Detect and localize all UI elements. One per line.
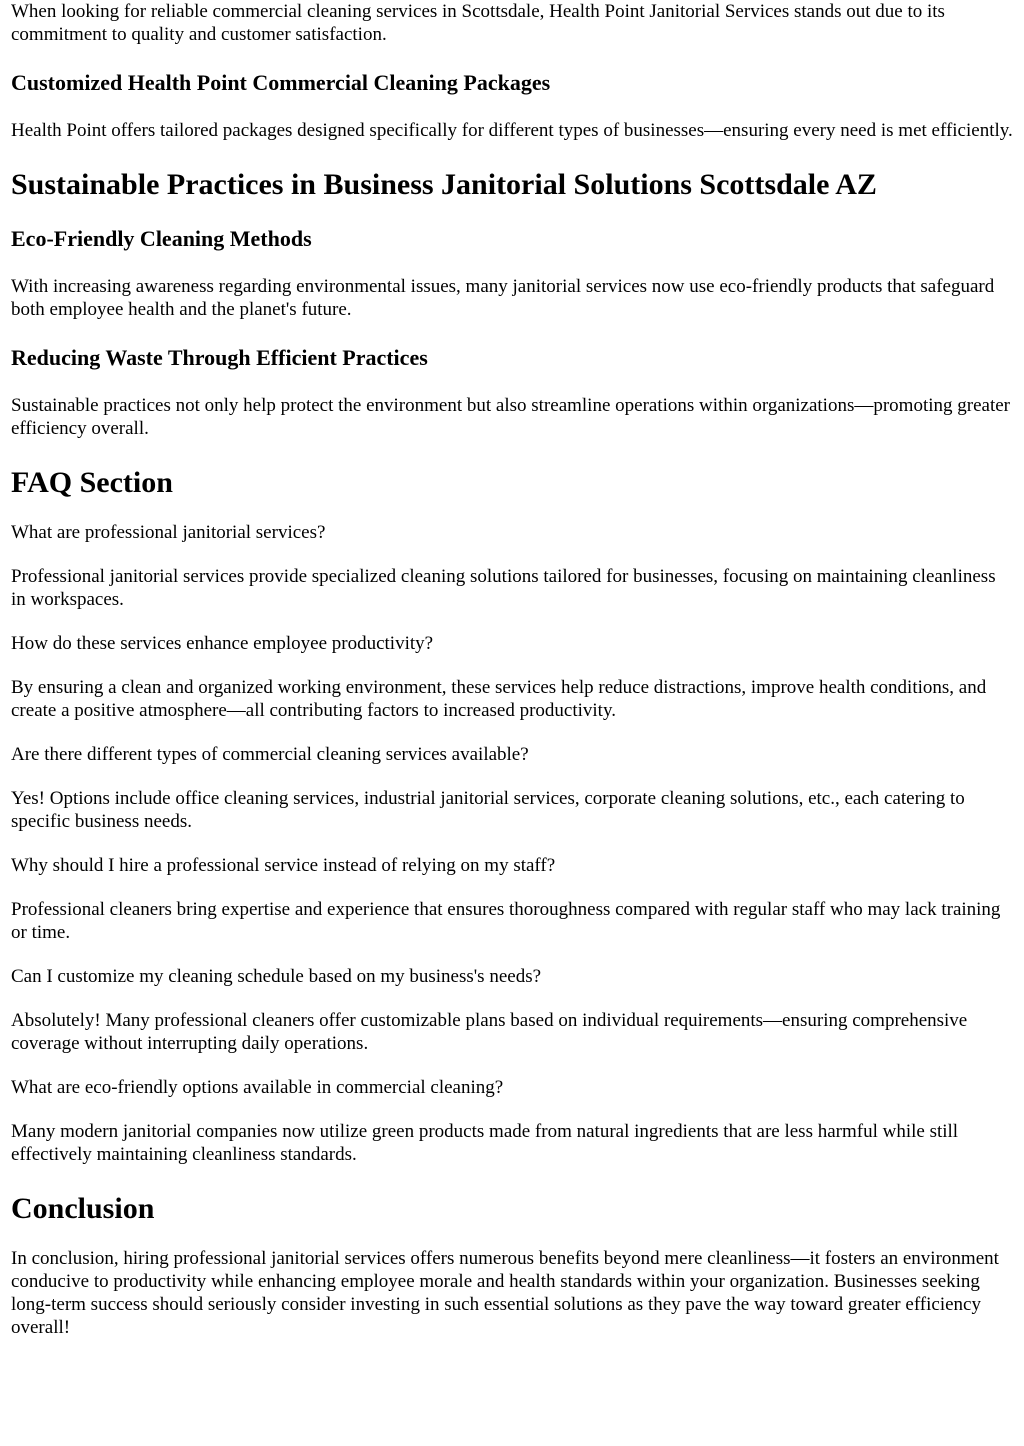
eco-heading: Eco-Friendly Cleaning Methods	[11, 226, 312, 251]
faq-question: What are eco-friendly options available in commercial cleaning?	[11, 1077, 504, 1098]
packages-paragraph: Health Point offers tailored packages designed specifically for different types of businesses—ensuring every need is met efficiently.	[11, 120, 1013, 141]
faq-answer: By ensuring a clean and organized working environment, these services help reduce distractions, improve health conditions, and create a positive atmosphere—all contributing factors to increased productivity.	[11, 677, 987, 721]
faq-question: Can I customize my cleaning schedule based on my business's needs?	[11, 966, 542, 987]
faq-answer: Yes! Options include office cleaning services, industrial janitorial services, corporate cleaning solutions, etc., each catering to specific business needs.	[11, 788, 965, 832]
faq-answer: Professional cleaners bring expertise and experience that ensures thoroughness compared with regular staff who may lack training or time.	[11, 899, 1001, 943]
conclusion-paragraph: In conclusion, hiring professional janitorial services offers numerous benefits beyond mere cleanliness—it fosters an environment conducive to productivity while enhancing employee morale and health standards within your organization. Businesses seeking long-term success should seriously consider investing in such essential solutions as they pave the way toward greater efficiency overall!	[11, 1248, 999, 1338]
faq-question: Are there different types of commercial cleaning services available?	[11, 744, 529, 765]
faq-answer: Absolutely! Many professional cleaners offer customizable plans based on individual requirements—ensuring comprehensive coverage without interrupting daily operations.	[11, 1010, 968, 1054]
faq-answer: Professional janitorial services provide specialized cleaning solutions tailored for businesses, focusing on maintaining cleanliness in workspaces.	[11, 566, 996, 610]
faq-answer: Many modern janitorial companies now utilize green products made from natural ingredients that are less harmful while still effectively maintaining cleanliness standards.	[11, 1121, 959, 1165]
faq-list	[11, 521, 1013, 1166]
faq-question: What are professional janitorial services?	[11, 522, 326, 543]
packages-heading: Customized Health Point Commercial Cleaning Packages	[11, 70, 551, 95]
faq-question: Why should I hire a professional service instead of relying on my staff?	[11, 855, 556, 876]
faq-question: How do these services enhance employee productivity?	[11, 633, 434, 654]
sustainable-heading: Sustainable Practices in Business Janitorial Solutions Scottsdale AZ	[11, 168, 877, 201]
waste-heading: Reducing Waste Through Efficient Practices	[11, 345, 428, 370]
waste-paragraph: Sustainable practices not only help protect the environment but also streamline operations within organizations—promoting greater efficiency overall.	[11, 395, 1011, 439]
eco-paragraph: With increasing awareness regarding environmental issues, many janitorial services now use eco-friendly products that safeguard both employee health and the planet's future.	[11, 276, 995, 320]
faq-heading: FAQ Section	[11, 466, 173, 499]
intro-paragraph: When looking for reliable commercial cleaning services in Scottsdale, Health Point Janitorial Services stands out due to its commitment to quality and customer satisfaction.	[11, 1, 945, 45]
conclusion-heading: Conclusion	[11, 1192, 155, 1225]
